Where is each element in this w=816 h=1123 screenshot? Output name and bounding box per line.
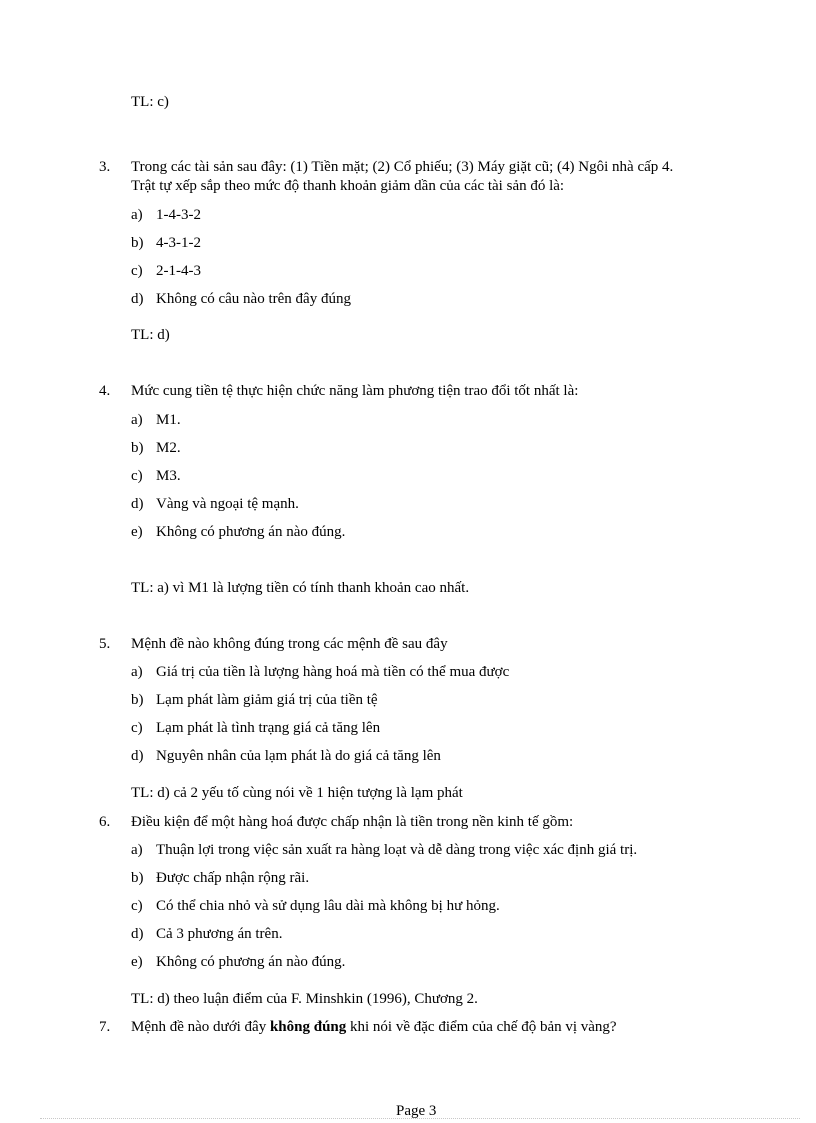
q4-option-text: M1. <box>156 412 181 428</box>
question-6-text: Điều kiện để một hàng hoá được chấp nhận là tiền trong nền kinh tế gồm: <box>131 814 574 830</box>
q6-option-label: b) <box>131 870 144 886</box>
footer-divider <box>40 1118 800 1119</box>
question-7-text <box>131 1018 617 1037</box>
question-5-text: Mệnh đề nào không đúng trong các mệnh đề sau đây <box>131 636 448 652</box>
q3-option-text: Không có câu nào trên đây đúng <box>156 291 351 307</box>
q4-option-label: b) <box>131 440 144 456</box>
q5-option-label: d) <box>131 748 144 764</box>
question-number-5: 5. <box>99 636 111 652</box>
q6-option-label: d) <box>131 926 144 942</box>
q6-option-text: Thuận lợi trong việc sản xuất ra hàng loạt và dễ dàng trong việc xác định giá trị. <box>156 842 638 858</box>
answer-q2: TL: c) <box>131 94 169 110</box>
q5-option-text: Giá trị của tiền là lượng hàng hoá mà tiền có thể mua được <box>156 664 510 680</box>
q6-option-text: Có thể chia nhỏ và sử dụng lâu dài mà không bị hư hỏng. <box>156 898 500 914</box>
q4-option-text: Không có phương án nào đúng. <box>156 524 346 540</box>
q6-option-label: e) <box>131 954 143 970</box>
q5-option-label: a) <box>131 664 143 680</box>
q5-option-text: Lạm phát làm giảm giá trị của tiền tệ <box>156 692 378 708</box>
question-number-4: 4. <box>99 383 111 399</box>
q4-option-label: d) <box>131 496 144 512</box>
q3-option-label: c) <box>131 263 143 279</box>
q3-option-label: d) <box>131 291 144 307</box>
q4-option-text: M2. <box>156 440 181 456</box>
q6-option-label: c) <box>131 898 143 914</box>
question-7-text-post: khi nói về đặc điểm của chế độ bản vị vàng? <box>346 1019 617 1035</box>
q6-option-text: Không có phương án nào đúng. <box>156 954 346 970</box>
q4-option-text: Vàng và ngoại tệ mạnh. <box>156 496 299 512</box>
q3-option-label: b) <box>131 235 144 251</box>
question-number-7: 7. <box>99 1019 111 1035</box>
q5-option-label: c) <box>131 720 143 736</box>
q3-option-text: 1-4-3-2 <box>156 207 201 223</box>
q5-option-text: Nguyên nhân của lạm phát là do giá cả tăng lên <box>156 748 441 764</box>
q3-option-text: 2-1-4-3 <box>156 263 201 279</box>
question-number-3: 3. <box>99 159 111 175</box>
q4-option-label: c) <box>131 468 143 484</box>
question-3-text-line1: Trong các tài sản sau đây: (1) Tiền mặt; (2) Cổ phiếu; (3) Máy giặt cũ; (4) Ngôi nhà cấp 4. <box>131 159 674 175</box>
page-number: Page 3 <box>396 1103 437 1119</box>
question-3-text-line2: Trật tự xếp sắp theo mức độ thanh khoản giảm dần của các tài sản đó là: <box>131 178 565 194</box>
q5-option-text: Lạm phát là tình trạng giá cả tăng lên <box>156 720 381 736</box>
q5-option-label: b) <box>131 692 144 708</box>
question-7-text-pre: Mệnh đề nào dưới đây <box>131 1019 270 1035</box>
question-number-6: 6. <box>99 814 111 830</box>
q6-option-text: Cả 3 phương án trên. <box>156 926 283 942</box>
q6-option-text: Được chấp nhận rộng rãi. <box>156 870 310 886</box>
question-4-text: Mức cung tiền tệ thực hiện chức năng làm phương tiện trao đổi tốt nhất là: <box>131 383 579 399</box>
q3-option-label: a) <box>131 207 143 223</box>
answer-q6: TL: d) theo luận điểm của F. Minshkin (1996), Chương 2. <box>131 991 478 1007</box>
q4-option-label: a) <box>131 412 143 428</box>
question-7-text-bold: không đúng <box>269 1019 347 1035</box>
q3-option-text: 4-3-1-2 <box>156 235 201 251</box>
q6-option-label: a) <box>131 842 143 858</box>
q4-option-text: M3. <box>156 468 181 484</box>
answer-q4: TL: a) vì M1 là lượng tiền có tính thanh khoản cao nhất. <box>131 580 470 596</box>
q4-option-label: e) <box>131 524 143 540</box>
answer-q3: TL: d) <box>131 327 170 343</box>
answer-q5: TL: d) cả 2 yếu tố cùng nói về 1 hiện tượng là lạm phát <box>131 785 463 801</box>
